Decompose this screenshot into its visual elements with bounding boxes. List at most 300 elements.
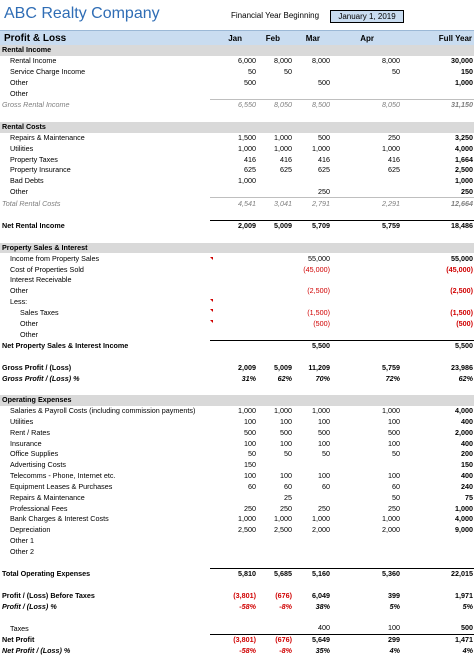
- cell-jan[interactable]: [210, 546, 256, 557]
- row-label[interactable]: Service Charge Income: [10, 67, 86, 77]
- cell-jan[interactable]: [210, 243, 256, 254]
- cell-mar[interactable]: 100: [318, 417, 330, 427]
- row-label[interactable]: Rent / Rates: [10, 427, 50, 437]
- cell-full-year[interactable]: 400: [461, 438, 473, 448]
- cell-mar[interactable]: 1,000: [312, 143, 330, 153]
- cell-feb[interactable]: (676): [275, 591, 292, 601]
- cell-apr[interactable]: 100: [388, 471, 400, 481]
- cell-jan[interactable]: [210, 308, 256, 319]
- cell-feb[interactable]: 416: [280, 154, 292, 164]
- cell-feb[interactable]: [256, 187, 292, 198]
- cell-mar[interactable]: [292, 329, 330, 340]
- cell-jan[interactable]: [210, 111, 256, 122]
- cell-feb[interactable]: 50: [284, 449, 292, 459]
- cell-apr[interactable]: 100: [388, 438, 400, 448]
- cell-jan[interactable]: 6,000: [238, 56, 256, 66]
- cell-feb[interactable]: 3,041: [256, 198, 292, 209]
- row-label[interactable]: Professional Fees: [10, 503, 68, 513]
- cell-feb[interactable]: 1,000: [274, 406, 292, 416]
- row-label[interactable]: Salaries & Payroll Costs (including commission payments): [10, 406, 196, 416]
- cell-feb[interactable]: [256, 580, 292, 591]
- cell-feb[interactable]: 100: [280, 438, 292, 448]
- cell-apr[interactable]: [330, 232, 400, 243]
- cell-jan[interactable]: [210, 264, 256, 275]
- row-label[interactable]: Bad Debts: [10, 176, 44, 186]
- row-label[interactable]: Property Sales & Interest: [0, 243, 210, 254]
- cell-jan[interactable]: -58%: [239, 646, 256, 656]
- cell-apr[interactable]: 1,000: [382, 406, 400, 416]
- cell-jan[interactable]: [210, 232, 256, 243]
- cell-jan[interactable]: (3,801): [233, 591, 256, 601]
- row-label[interactable]: [0, 209, 210, 220]
- cell-jan[interactable]: [210, 297, 256, 308]
- row-label[interactable]: Net Profit / (Loss) %: [2, 646, 71, 656]
- cell-apr[interactable]: [330, 536, 400, 547]
- cell-full-year[interactable]: 500: [461, 623, 473, 633]
- row-label[interactable]: [0, 232, 210, 243]
- row-label[interactable]: Other: [10, 77, 28, 87]
- cell-jan[interactable]: [210, 340, 256, 351]
- cell-feb[interactable]: [256, 286, 292, 297]
- cell-jan[interactable]: [210, 623, 256, 634]
- cell-full-year[interactable]: 18,486: [400, 221, 474, 232]
- cell-jan[interactable]: 5,810: [210, 569, 256, 580]
- cell-full-year[interactable]: 1,000: [455, 176, 473, 186]
- cell-feb[interactable]: [256, 612, 292, 623]
- cell-full-year[interactable]: 5,500: [400, 340, 474, 351]
- cell-apr[interactable]: [330, 352, 400, 363]
- cell-apr[interactable]: [330, 297, 400, 308]
- cell-mar[interactable]: 5,500: [292, 340, 330, 351]
- cell-full-year[interactable]: 150: [461, 460, 473, 470]
- cell-feb[interactable]: 8,000: [274, 56, 292, 66]
- cell-full-year[interactable]: [400, 297, 474, 308]
- cell-jan[interactable]: [210, 536, 256, 547]
- cell-mar[interactable]: 400: [318, 623, 330, 633]
- cell-jan[interactable]: 416: [244, 154, 256, 164]
- cell-apr[interactable]: 4%: [389, 646, 400, 656]
- row-label[interactable]: Total Operating Expenses: [2, 569, 91, 579]
- row-label[interactable]: Other 1: [10, 535, 34, 545]
- cell-apr[interactable]: [330, 557, 400, 568]
- cell-mar[interactable]: 1,000: [312, 514, 330, 524]
- cell-full-year[interactable]: 1,000: [455, 77, 473, 87]
- cell-full-year[interactable]: [400, 243, 474, 254]
- cell-mar[interactable]: [292, 122, 330, 133]
- cell-jan[interactable]: [210, 329, 256, 340]
- cell-mar[interactable]: [292, 557, 330, 568]
- cell-full-year[interactable]: [400, 580, 474, 591]
- cell-jan[interactable]: (3,801): [210, 634, 256, 645]
- cell-feb[interactable]: 62%: [277, 373, 292, 383]
- cell-mar[interactable]: [292, 209, 330, 220]
- cell-full-year[interactable]: 250: [461, 186, 473, 196]
- cell-jan[interactable]: 500: [244, 77, 256, 87]
- cell-mar[interactable]: 500: [318, 77, 330, 87]
- cell-jan[interactable]: 100: [244, 417, 256, 427]
- cell-mar[interactable]: 60: [322, 481, 330, 491]
- row-label[interactable]: Other: [20, 318, 38, 328]
- cell-full-year[interactable]: 2,000: [455, 427, 473, 437]
- cell-apr[interactable]: [330, 122, 400, 133]
- cell-feb[interactable]: 5,009: [256, 221, 292, 232]
- cell-full-year[interactable]: 4,000: [455, 143, 473, 153]
- row-label[interactable]: Other: [20, 329, 38, 339]
- cell-mar[interactable]: (2,500): [307, 286, 330, 296]
- cell-full-year[interactable]: [400, 329, 474, 340]
- row-label[interactable]: Depreciation: [10, 525, 51, 535]
- cell-apr[interactable]: 60: [392, 481, 400, 491]
- cell-mar[interactable]: 416: [318, 154, 330, 164]
- cell-mar[interactable]: 8,000: [312, 56, 330, 66]
- cell-full-year[interactable]: [400, 122, 474, 133]
- cell-jan[interactable]: 2,009: [210, 221, 256, 232]
- row-label[interactable]: Utilities: [10, 417, 34, 427]
- cell-feb[interactable]: [256, 275, 292, 286]
- cell-mar[interactable]: [292, 243, 330, 254]
- cell-mar[interactable]: 8,500: [292, 100, 330, 111]
- cell-feb[interactable]: [256, 318, 292, 329]
- cell-mar[interactable]: [292, 67, 330, 78]
- row-label[interactable]: Less:: [10, 297, 28, 307]
- cell-jan[interactable]: 1,000: [238, 514, 256, 524]
- cell-mar[interactable]: [292, 612, 330, 623]
- cell-jan[interactable]: [210, 45, 256, 56]
- cell-jan[interactable]: [210, 88, 256, 99]
- row-label[interactable]: Rental Income: [0, 45, 210, 56]
- cell-mar[interactable]: [292, 580, 330, 591]
- cell-apr[interactable]: [330, 111, 400, 122]
- cell-full-year[interactable]: [400, 209, 474, 220]
- cell-mar[interactable]: 500: [318, 427, 330, 437]
- cell-full-year[interactable]: 5%: [462, 601, 473, 611]
- cell-feb[interactable]: [256, 122, 292, 133]
- comment-marker[interactable]: [210, 257, 213, 260]
- cell-jan[interactable]: [210, 612, 256, 623]
- row-label[interactable]: [0, 580, 210, 591]
- cell-apr[interactable]: [330, 45, 400, 56]
- cell-full-year[interactable]: 3,250: [455, 132, 473, 142]
- cell-feb[interactable]: [256, 45, 292, 56]
- cell-jan[interactable]: 60: [248, 481, 256, 491]
- cell-apr[interactable]: 5,759: [330, 221, 400, 232]
- cell-jan[interactable]: [210, 557, 256, 568]
- cell-mar[interactable]: [292, 275, 330, 286]
- cell-apr[interactable]: 8,000: [382, 56, 400, 66]
- cell-apr[interactable]: 1,000: [382, 143, 400, 153]
- cell-mar[interactable]: 625: [318, 165, 330, 175]
- row-label[interactable]: Equipment Leases & Purchases: [10, 481, 113, 491]
- cell-feb[interactable]: 50: [284, 67, 292, 77]
- cell-jan[interactable]: [210, 253, 256, 264]
- cell-full-year[interactable]: [400, 352, 474, 363]
- cell-feb[interactable]: [256, 232, 292, 243]
- cell-full-year[interactable]: [400, 395, 474, 406]
- cell-apr[interactable]: 50: [392, 67, 400, 77]
- cell-full-year[interactable]: [400, 275, 474, 286]
- row-label[interactable]: [0, 557, 210, 568]
- cell-mar[interactable]: 38%: [315, 601, 330, 611]
- cell-feb[interactable]: [256, 329, 292, 340]
- row-label[interactable]: Bank Charges & Interest Costs: [10, 514, 109, 524]
- cell-full-year[interactable]: [400, 88, 474, 99]
- cell-full-year[interactable]: 62%: [458, 373, 473, 383]
- cell-feb[interactable]: [256, 308, 292, 319]
- row-label[interactable]: Cost of Properties Sold: [10, 264, 84, 274]
- cell-feb[interactable]: [256, 460, 292, 471]
- row-label[interactable]: [0, 612, 210, 623]
- cell-apr[interactable]: 5,360: [330, 569, 400, 580]
- row-label[interactable]: Other: [10, 286, 28, 296]
- cell-mar[interactable]: 5,709: [292, 221, 330, 232]
- cell-full-year[interactable]: 400: [461, 417, 473, 427]
- cell-full-year[interactable]: (1,500): [450, 307, 473, 317]
- cell-apr[interactable]: 100: [388, 623, 400, 633]
- cell-mar[interactable]: [292, 546, 330, 557]
- row-label[interactable]: Other 2: [10, 546, 34, 556]
- cell-feb[interactable]: [256, 384, 292, 395]
- cell-apr[interactable]: 8,050: [330, 100, 400, 111]
- cell-full-year[interactable]: 150: [461, 67, 473, 77]
- comment-marker[interactable]: [210, 320, 213, 323]
- cell-mar[interactable]: 50: [322, 449, 330, 459]
- cell-apr[interactable]: [330, 318, 400, 329]
- cell-full-year[interactable]: [400, 546, 474, 557]
- cell-feb[interactable]: [256, 77, 292, 88]
- cell-mar[interactable]: (500): [313, 318, 330, 328]
- cell-apr[interactable]: [330, 243, 400, 254]
- cell-mar[interactable]: [292, 352, 330, 363]
- cell-feb[interactable]: 1,000: [274, 132, 292, 142]
- cell-feb[interactable]: 625: [280, 165, 292, 175]
- cell-mar[interactable]: (45,000): [303, 264, 330, 274]
- cell-apr[interactable]: 50: [392, 492, 400, 502]
- cell-feb[interactable]: [256, 111, 292, 122]
- cell-full-year[interactable]: 400: [461, 471, 473, 481]
- cell-apr[interactable]: 50: [392, 449, 400, 459]
- cell-feb[interactable]: 500: [280, 427, 292, 437]
- cell-full-year[interactable]: 55,000: [451, 253, 473, 263]
- row-label[interactable]: Profit / (Loss) %: [2, 601, 57, 611]
- cell-apr[interactable]: 72%: [385, 373, 400, 383]
- cell-apr[interactable]: 299: [330, 634, 400, 645]
- cell-feb[interactable]: (676): [256, 634, 292, 645]
- cell-feb[interactable]: [256, 264, 292, 275]
- row-label[interactable]: Net Profit: [2, 635, 35, 645]
- cell-feb[interactable]: [256, 557, 292, 568]
- cell-full-year[interactable]: [400, 557, 474, 568]
- cell-feb[interactable]: [256, 352, 292, 363]
- cell-full-year[interactable]: 1,971: [455, 591, 473, 601]
- cell-apr[interactable]: [330, 187, 400, 198]
- cell-feb[interactable]: 5,685: [256, 569, 292, 580]
- cell-jan[interactable]: 50: [248, 449, 256, 459]
- cell-apr[interactable]: [330, 77, 400, 88]
- cell-mar[interactable]: 11,209: [308, 362, 330, 372]
- cell-feb[interactable]: 1,000: [274, 514, 292, 524]
- cell-mar[interactable]: 70%: [315, 373, 330, 383]
- cell-mar[interactable]: 250: [318, 503, 330, 513]
- cell-jan[interactable]: [210, 352, 256, 363]
- cell-jan[interactable]: [210, 286, 256, 297]
- cell-full-year[interactable]: 30,000: [451, 56, 473, 66]
- cell-mar[interactable]: [292, 45, 330, 56]
- cell-feb[interactable]: [256, 176, 292, 187]
- cell-apr[interactable]: 5%: [389, 601, 400, 611]
- cell-mar[interactable]: 250: [318, 186, 330, 196]
- cell-apr[interactable]: 250: [388, 503, 400, 513]
- cell-jan[interactable]: 500: [244, 427, 256, 437]
- cell-jan[interactable]: [210, 122, 256, 133]
- row-label[interactable]: Gross Rental Income: [2, 100, 70, 110]
- row-label[interactable]: Repairs & Maintenance: [10, 132, 85, 142]
- cell-feb[interactable]: 1,000: [274, 143, 292, 153]
- row-label[interactable]: Rental Income: [10, 56, 57, 66]
- cell-feb[interactable]: [256, 209, 292, 220]
- cell-jan[interactable]: [210, 318, 256, 329]
- cell-jan[interactable]: [210, 395, 256, 406]
- cell-full-year[interactable]: [400, 384, 474, 395]
- cell-mar[interactable]: 55,000: [308, 253, 330, 263]
- cell-mar[interactable]: [292, 536, 330, 547]
- cell-jan[interactable]: 50: [248, 67, 256, 77]
- cell-feb[interactable]: [256, 88, 292, 99]
- cell-mar[interactable]: [292, 111, 330, 122]
- cell-mar[interactable]: [292, 88, 330, 99]
- cell-full-year[interactable]: 200: [461, 449, 473, 459]
- cell-apr[interactable]: [330, 264, 400, 275]
- cell-feb[interactable]: [256, 253, 292, 264]
- row-label[interactable]: Insurance: [10, 438, 42, 448]
- row-label[interactable]: Other: [10, 88, 28, 98]
- cell-mar[interactable]: [292, 384, 330, 395]
- cell-apr[interactable]: 1,000: [382, 514, 400, 524]
- cell-feb[interactable]: [256, 297, 292, 308]
- cell-apr[interactable]: [330, 253, 400, 264]
- cell-apr[interactable]: 5,759: [382, 362, 400, 372]
- cell-jan[interactable]: 250: [244, 503, 256, 513]
- cell-apr[interactable]: [330, 88, 400, 99]
- cell-mar[interactable]: 5,649: [292, 634, 330, 645]
- row-label[interactable]: Gross Profit / (Loss) %: [2, 373, 80, 383]
- cell-feb[interactable]: [256, 243, 292, 254]
- cell-full-year[interactable]: 22,015: [400, 569, 474, 580]
- cell-full-year[interactable]: [400, 612, 474, 623]
- row-label[interactable]: [0, 111, 210, 122]
- row-label[interactable]: Repairs & Maintenance: [10, 492, 85, 502]
- cell-full-year[interactable]: 23,986: [451, 362, 473, 372]
- row-label[interactable]: Operating Expenses: [0, 395, 210, 406]
- cell-full-year[interactable]: 75: [465, 492, 473, 502]
- cell-full-year[interactable]: 1,471: [400, 634, 474, 645]
- cell-full-year[interactable]: [400, 111, 474, 122]
- cell-apr[interactable]: 250: [388, 132, 400, 142]
- cell-apr[interactable]: [330, 176, 400, 187]
- cell-full-year[interactable]: 12,664: [400, 198, 474, 209]
- row-label[interactable]: Gross Profit / (Loss): [2, 362, 72, 372]
- cell-full-year[interactable]: 1,664: [455, 154, 473, 164]
- cell-full-year[interactable]: 240: [461, 481, 473, 491]
- cell-full-year[interactable]: [400, 45, 474, 56]
- cell-apr[interactable]: [330, 580, 400, 591]
- row-label[interactable]: Net Property Sales & Interest Income: [2, 341, 129, 351]
- cell-feb[interactable]: 100: [280, 417, 292, 427]
- cell-feb[interactable]: 250: [280, 503, 292, 513]
- cell-feb[interactable]: 100: [280, 471, 292, 481]
- cell-apr[interactable]: 100: [388, 417, 400, 427]
- cell-full-year[interactable]: 4,000: [455, 406, 473, 416]
- cell-jan[interactable]: 2,500: [238, 525, 256, 535]
- cell-full-year[interactable]: 4%: [462, 646, 473, 656]
- cell-apr[interactable]: [330, 395, 400, 406]
- cell-jan[interactable]: 100: [244, 471, 256, 481]
- cell-mar[interactable]: [292, 176, 330, 187]
- cell-jan[interactable]: 4,541: [210, 198, 256, 209]
- cell-apr[interactable]: [330, 275, 400, 286]
- cell-jan[interactable]: 1,000: [238, 143, 256, 153]
- cell-apr[interactable]: 399: [388, 591, 400, 601]
- cell-mar[interactable]: (1,500): [307, 307, 330, 317]
- row-label[interactable]: Net Rental Income: [2, 221, 65, 231]
- cell-jan[interactable]: [210, 384, 256, 395]
- cell-mar[interactable]: 100: [318, 471, 330, 481]
- row-label[interactable]: Profit / (Loss) Before Taxes: [2, 591, 95, 601]
- cell-full-year[interactable]: [400, 232, 474, 243]
- cell-feb[interactable]: -8%: [279, 601, 292, 611]
- cell-jan[interactable]: [210, 580, 256, 591]
- cell-jan[interactable]: [210, 492, 256, 503]
- cell-feb[interactable]: 60: [284, 481, 292, 491]
- cell-jan[interactable]: 625: [244, 165, 256, 175]
- cell-apr[interactable]: [330, 329, 400, 340]
- cell-full-year[interactable]: 2,500: [455, 165, 473, 175]
- cell-jan[interactable]: 6,550: [210, 100, 256, 111]
- cell-full-year[interactable]: (45,000): [446, 264, 473, 274]
- cell-mar[interactable]: [292, 492, 330, 503]
- cell-apr[interactable]: [330, 308, 400, 319]
- row-label[interactable]: Property Insurance: [10, 165, 71, 175]
- cell-feb[interactable]: [256, 395, 292, 406]
- cell-jan[interactable]: 1,000: [238, 176, 256, 186]
- cell-mar[interactable]: [292, 232, 330, 243]
- cell-jan[interactable]: [210, 209, 256, 220]
- cell-feb[interactable]: [256, 536, 292, 547]
- cell-mar[interactable]: [292, 395, 330, 406]
- row-label[interactable]: [0, 352, 210, 363]
- row-label[interactable]: Interest Receivable: [10, 275, 72, 285]
- row-label[interactable]: Total Rental Costs: [2, 198, 61, 208]
- cell-full-year[interactable]: 4,000: [455, 514, 473, 524]
- cell-full-year[interactable]: 31,150: [400, 100, 474, 111]
- comment-marker[interactable]: [210, 309, 213, 312]
- cell-feb[interactable]: 25: [284, 492, 292, 502]
- cell-mar[interactable]: [292, 297, 330, 308]
- cell-feb[interactable]: [256, 546, 292, 557]
- cell-full-year[interactable]: 1,000: [455, 503, 473, 513]
- cell-mar[interactable]: 5,160: [292, 569, 330, 580]
- row-label[interactable]: Utilities: [10, 143, 34, 153]
- row-label[interactable]: Telecomms - Phone, Internet etc.: [10, 471, 116, 481]
- cell-apr[interactable]: [330, 340, 400, 351]
- cell-jan[interactable]: 1,500: [238, 132, 256, 142]
- cell-apr[interactable]: [330, 209, 400, 220]
- cell-apr[interactable]: [330, 612, 400, 623]
- cell-mar[interactable]: 35%: [315, 646, 330, 656]
- cell-mar[interactable]: 1,000: [312, 406, 330, 416]
- cell-full-year[interactable]: [400, 536, 474, 547]
- comment-marker[interactable]: [210, 299, 213, 302]
- cell-apr[interactable]: [330, 546, 400, 557]
